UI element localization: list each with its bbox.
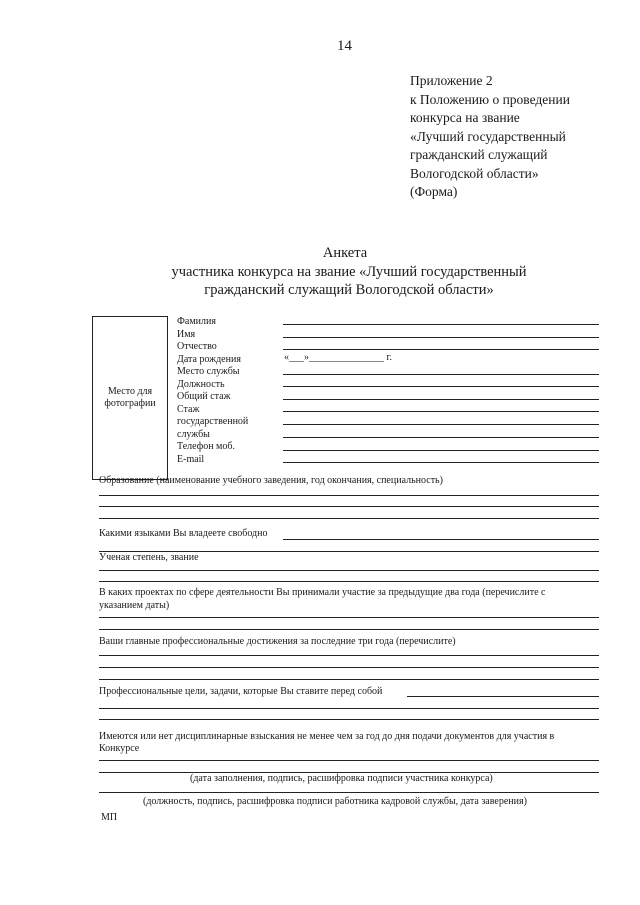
education-line[interactable] [99,495,599,496]
field-label-position: Должность [177,378,225,390]
field-label-workplace: Место службы [177,366,240,377]
field-label-email: E-mail [177,453,205,465]
photo-label: Место для [107,386,153,397]
education-line[interactable] [99,518,599,519]
projects-line[interactable] [99,617,599,618]
degree-label: Ученая степень, звание [99,552,199,563]
field-label-service-experience: Стаж [177,403,200,415]
goals-line[interactable] [407,696,599,697]
stamp-label: МП [101,812,118,823]
birth-date-template[interactable]: «___»_______________ г. [284,352,392,363]
service-experience-line-2[interactable] [283,424,599,425]
education-label: Образование (наименование учебного заведения, год окончания, специальность) [99,475,443,486]
penalties-label-2: Конкурсе [99,743,140,754]
email-line[interactable] [283,450,599,451]
service-experience-line[interactable] [283,411,599,412]
form-title [0,244,640,300]
field-label-service-experience-3: службы [177,428,210,440]
penalties-line[interactable] [99,760,599,761]
hr-signature-caption: (должность, подпись, расшифровка подписи работника кадровой службы, дата заверения) [143,796,527,807]
projects-label: В каких проектах по сфере деятельности Вы принимали участие за предыдущие два года (перечислите с [99,587,546,598]
projects-line[interactable] [99,629,599,630]
achievements-line[interactable] [99,679,599,680]
personal-fields [177,316,248,466]
goals-line-3[interactable] [99,719,599,720]
field-label-surname: Фамилия [177,316,216,327]
surname-line[interactable] [283,324,599,325]
goals-label: Профессиональные цели, задачи, которые Вы ставите перед собой [99,686,383,697]
appendix-line: «Лучший государственный [410,128,566,144]
appendix-line: Вологодской области» [410,165,539,181]
participant-signature-caption: (дата заполнения, подпись, расшифровка подписи участника конкурса) [190,773,493,784]
appendix-line: к Положению о проведении [410,91,570,107]
field-label-total-experience: Общий стаж [177,391,231,402]
patronymic-line[interactable] [283,349,599,350]
field-label-phone: Телефон моб. [177,441,235,452]
achievements-label: Ваши главные профессиональные достижения за последние три года (перечислите) [99,636,456,647]
total-experience-line[interactable] [283,399,599,400]
degree-line-2[interactable] [99,581,599,582]
field-label-service-experience-2: государственной [177,416,249,427]
education-line[interactable] [99,506,599,507]
title-line: Анкета [322,245,368,261]
title-line: гражданский служащий Вологодской области» [204,282,494,298]
languages-label: Какими языками Вы владеете свободно [99,528,268,539]
field-label-birth-date: Дата рождения [177,353,241,365]
title-line: участника конкурса на звание «Лучший государственный [171,263,527,280]
email-line-2[interactable] [283,462,599,463]
achievements-line[interactable] [99,667,599,668]
goals-line-2[interactable] [99,708,599,709]
page-number: 14 [337,38,352,54]
name-line[interactable] [283,337,599,338]
photo-placeholder[interactable] [92,316,168,480]
projects-label-2: указанием даты) [99,600,170,611]
languages-line[interactable] [283,539,599,540]
workplace-line-2[interactable] [283,386,599,387]
photo-label: фотографии [104,398,156,409]
appendix-line: гражданский служащий [410,147,548,162]
appendix-line: конкурса на звание [410,110,520,125]
field-label-name: Имя [177,328,196,340]
appendix-block [410,72,570,202]
workplace-line[interactable] [283,374,599,375]
achievements-line[interactable] [99,655,599,656]
appendix-form-label: (Форма) [410,184,458,199]
appendix-line: Приложение 2 [410,73,493,88]
penalties-label: Имеются или нет дисциплинарные взыскания не менее чем за год до дня подачи документов для участия в [99,731,555,742]
hr-signature-line[interactable] [99,792,599,793]
degree-line[interactable] [99,570,599,571]
phone-line[interactable] [283,437,599,438]
field-label-patronymic: Отчество [177,341,217,352]
